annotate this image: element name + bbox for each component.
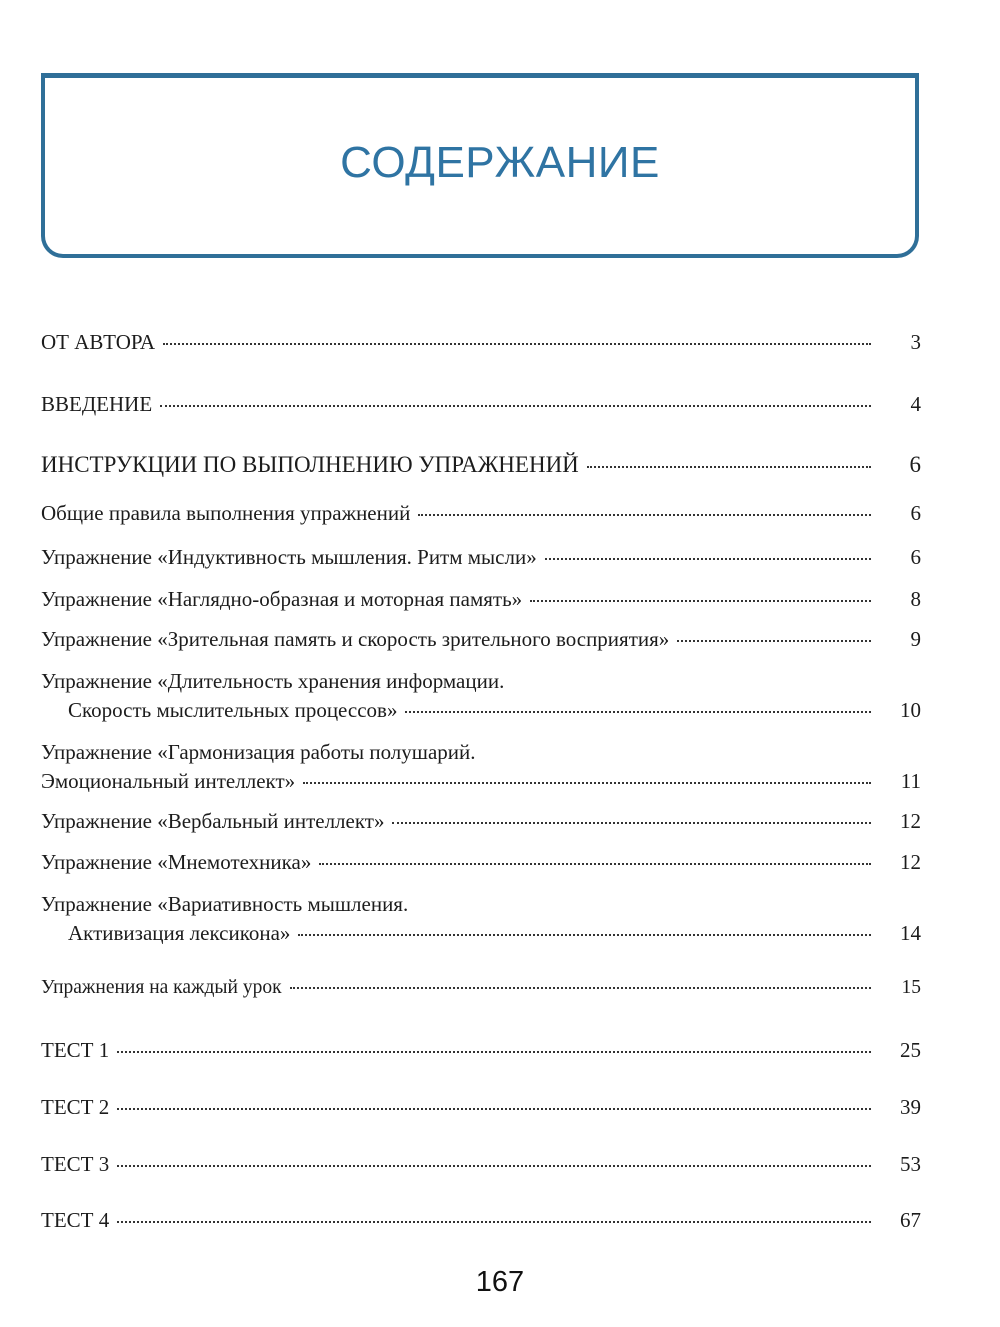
toc-entry[interactable]: [41, 392, 921, 416]
entry-page: 39: [900, 1095, 921, 1119]
entry-text-line1: Упражнение «Гармонизация работы полушарий.: [41, 740, 476, 764]
dot-leader: [117, 1108, 871, 1110]
dot-leader: [405, 711, 871, 713]
toc-entry[interactable]: [68, 921, 921, 945]
dot-leader: [303, 782, 871, 784]
toc-entry[interactable]: [41, 976, 921, 1000]
toc-entry[interactable]: [41, 627, 921, 651]
entry-page: 11: [900, 769, 921, 793]
dot-leader: [160, 405, 871, 407]
dot-leader: [530, 600, 871, 602]
entry-text: Упражнение «Зрительная память и скорость зрительного восприятия»: [41, 627, 670, 651]
entry-text: ТЕСТ 2: [41, 1095, 110, 1119]
toc-entry[interactable]: [41, 1038, 921, 1062]
entry-page: 6: [909, 452, 921, 477]
entry-text-line1: Упражнение «Длительность хранения информации.: [41, 669, 505, 693]
entry-page: 4: [910, 392, 921, 416]
dot-leader: [587, 466, 871, 468]
entry-text: ТЕСТ 1: [41, 1038, 110, 1062]
dot-leader: [290, 987, 871, 989]
toc-entry[interactable]: [41, 1095, 921, 1119]
entry-text: Активизация лексикона»: [68, 921, 291, 945]
entry-page: 67: [900, 1208, 921, 1232]
dot-leader: [392, 822, 871, 824]
entry-page: 12: [900, 850, 921, 874]
entry-text: Упражнение «Наглядно-образная и моторная память»: [41, 587, 523, 611]
entry-page: 12: [900, 809, 921, 833]
dot-leader: [117, 1165, 871, 1167]
entry-page: 10: [900, 698, 921, 722]
toc-entry[interactable]: [41, 330, 921, 354]
dot-leader: [418, 514, 871, 516]
dot-leader: [163, 343, 871, 345]
entry-page: 8: [910, 587, 921, 611]
entry-text: ОТ АВТОРА: [41, 330, 156, 354]
entry-page: 53: [900, 1152, 921, 1176]
entry-text: Эмоциональный интеллект»: [41, 769, 296, 793]
toc-entry[interactable]: [41, 545, 921, 569]
entry-page: 9: [910, 627, 921, 651]
toc-entry[interactable]: [68, 698, 921, 722]
toc-entry[interactable]: [41, 809, 921, 833]
dot-leader: [117, 1051, 871, 1053]
entry-text: ВВЕДЕНИЕ: [41, 392, 153, 416]
toc-entry[interactable]: [41, 850, 921, 874]
entry-page: 3: [910, 330, 921, 354]
entry-text: ТЕСТ 4: [41, 1208, 110, 1232]
entry-text: Скорость мыслительных процессов»: [68, 698, 398, 722]
entry-page: 6: [910, 545, 921, 569]
toc-entry[interactable]: [41, 587, 921, 611]
entry-page: 6: [910, 501, 921, 525]
toc-entry[interactable]: [41, 769, 921, 793]
dot-leader: [117, 1221, 871, 1223]
toc-entry[interactable]: [41, 453, 921, 477]
entry-text-line1: Упражнение «Вариативность мышления.: [41, 892, 409, 916]
entry-page: 15: [901, 977, 921, 998]
page-number: 167: [475, 1266, 525, 1298]
dot-leader: [319, 863, 871, 865]
entry-text: Упражнение «Индуктивность мышления. Ритм мысли»: [41, 545, 537, 569]
entry-text: ТЕСТ 3: [41, 1152, 110, 1176]
toc-entry[interactable]: [41, 1152, 921, 1176]
entry-text: Упражнение «Вербальный интеллект»: [41, 809, 385, 833]
dot-leader: [298, 934, 871, 936]
dot-leader: [545, 558, 871, 560]
entry-page: 25: [900, 1038, 921, 1062]
entry-text: Упражнения на каждый урок: [41, 977, 282, 998]
toc-entry[interactable]: [41, 1208, 921, 1232]
toc-entry[interactable]: [41, 501, 921, 525]
dot-leader: [677, 640, 871, 642]
entry-text: ИНСТРУКЦИИ ПО ВЫПОЛНЕНИЮ УПРАЖНЕНИЙ: [41, 452, 579, 477]
entry-page: 14: [900, 921, 921, 945]
entry-text: Упражнение «Мнемотехника»: [41, 850, 312, 874]
page-title: СОДЕРЖАНИЕ: [340, 138, 660, 187]
entry-text: Общие правила выполнения упражнений: [41, 501, 411, 525]
